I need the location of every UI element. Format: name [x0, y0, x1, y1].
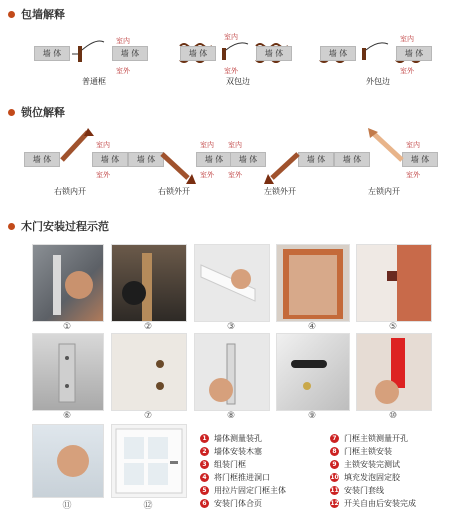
wall-block-right: 墙 体	[402, 152, 438, 167]
install-steps-right	[330, 432, 416, 510]
photo-step-7	[111, 333, 187, 411]
wall-block-left: 墙 体	[230, 152, 266, 167]
lock-diagram-left-out	[230, 128, 330, 198]
install-step	[330, 484, 416, 497]
wall-type-caption: 双包边	[226, 77, 250, 86]
section-title-lock	[8, 104, 65, 120]
install-step	[200, 497, 286, 510]
install-step	[330, 432, 416, 445]
install-step	[330, 471, 416, 484]
wall-block-left: 墙 体	[128, 152, 164, 167]
photo-step-1	[32, 244, 104, 322]
step-number-badge: 4	[200, 473, 209, 482]
photo-step-10	[356, 333, 432, 411]
photo-number-label: ⑨	[307, 411, 317, 421]
photo-number-label: ④	[307, 322, 317, 332]
photo-step-3	[194, 244, 270, 322]
outside-label: 室外	[116, 67, 130, 75]
section-title-text: 锁位解释	[21, 106, 65, 119]
photo-number-label: ②	[143, 322, 153, 332]
wall-block-right: 墙 体	[396, 46, 432, 61]
bullet-dot-icon	[8, 11, 15, 18]
wall-block-left: 墙 体	[320, 46, 356, 61]
install-steps-left	[200, 432, 286, 510]
photo-number-label: ⑦	[143, 411, 153, 421]
photo-number-label: ⑧	[226, 411, 236, 421]
wall-block-right: 墙 体	[92, 152, 128, 167]
wall-block-right: 墙 体	[112, 46, 148, 61]
outside-label: 室外	[200, 171, 214, 179]
step-text: 墙体安装木塞	[214, 447, 262, 456]
step-number-badge: 10	[330, 474, 339, 481]
photo-step-2	[111, 244, 187, 322]
step-text: 安装门套线	[344, 486, 384, 495]
install-step	[200, 484, 286, 497]
photo-number-label: ⑩	[388, 411, 398, 421]
section-title-install	[8, 218, 109, 234]
wall-type-caption: 外包边	[366, 77, 390, 86]
wall-type-caption: 普通框	[82, 77, 106, 86]
lock-type-caption: 右锁内开	[54, 187, 86, 196]
door-swing-arrow-icon	[158, 150, 202, 190]
outside-label: 室外	[96, 171, 110, 179]
step-text: 墙体测量装孔	[214, 434, 262, 443]
step-number-badge: 12	[330, 500, 339, 507]
inside-label: 室内	[224, 33, 238, 41]
install-step	[200, 458, 286, 471]
step-number-badge: 6	[200, 499, 209, 508]
inside-label: 室内	[116, 37, 130, 45]
step-text: 填充发泡固定胶	[344, 473, 400, 482]
section-title-text: 木门安装过程示范	[21, 220, 109, 233]
step-number-badge: 5	[200, 486, 209, 495]
lock-diagram-right-out	[128, 128, 228, 198]
step-text: 将门框推进洞口	[214, 473, 270, 482]
photo-number-label: ⑥	[62, 411, 72, 421]
photo-step-4	[276, 244, 350, 322]
lock-diagram-right-in	[24, 128, 124, 198]
outside-label: 室外	[224, 67, 238, 75]
photo-number-label: ①	[62, 322, 72, 332]
photo-number-label: ⑫	[143, 501, 153, 511]
section-title-text: 包墙解释	[21, 8, 65, 21]
photo-step-9	[276, 333, 350, 411]
photo-step-8	[194, 333, 270, 411]
outside-label: 室外	[400, 67, 414, 75]
wall-block-right: 墙 体	[196, 152, 232, 167]
wall-diagram-outer	[318, 36, 438, 88]
install-step	[200, 445, 286, 458]
step-number-badge: 7	[330, 434, 339, 443]
photo-number-label: ⑤	[388, 322, 398, 332]
step-number-badge: 2	[200, 447, 209, 456]
inside-label: 室内	[406, 141, 420, 149]
photo-step-5	[356, 244, 432, 322]
wall-block-left: 墙 体	[180, 46, 216, 61]
step-text: 组装门框	[214, 460, 246, 469]
step-number-badge: 1	[200, 434, 209, 443]
wall-block-left: 墙 体	[334, 152, 370, 167]
wall-diagram-plain	[34, 36, 154, 88]
bullet-dot-icon	[8, 109, 15, 116]
door-swing-arrow-icon	[54, 128, 98, 168]
section-title-wall-wrap	[8, 6, 65, 22]
step-number-badge: 11	[330, 487, 339, 494]
lock-type-caption: 左锁外开	[264, 187, 296, 196]
step-text: 门框主锁安装	[344, 447, 392, 456]
bullet-dot-icon	[8, 223, 15, 230]
install-step	[200, 432, 286, 445]
lock-type-caption: 左锁内开	[368, 187, 400, 196]
photo-step-12	[111, 424, 187, 498]
install-step	[200, 471, 286, 484]
step-text: 门框主锁测量开孔	[344, 434, 408, 443]
install-step	[330, 458, 416, 471]
step-text: 安装门体合页	[214, 499, 262, 508]
photo-step-11	[32, 424, 104, 498]
door-swing-arrow-icon	[258, 150, 302, 190]
inside-label: 室内	[96, 141, 110, 149]
photo-step-6	[32, 333, 104, 411]
inside-label: 室内	[200, 141, 214, 149]
wall-block-right: 墙 体	[298, 152, 334, 167]
inside-label: 室内	[228, 141, 242, 149]
wall-block-right: 墙 体	[256, 46, 292, 61]
inside-label: 室内	[400, 35, 414, 43]
install-step	[330, 497, 416, 510]
step-number-badge: 9	[330, 460, 339, 469]
step-text: 开关自由后安装完成	[344, 499, 416, 508]
step-text: 主锁安装完测试	[344, 460, 400, 469]
outside-label: 室外	[228, 171, 242, 179]
step-text: 用拉片固定门框主体	[214, 486, 286, 495]
photo-number-label: ⑪	[62, 501, 72, 511]
wall-block-left: 墙 体	[24, 152, 60, 167]
wall-diagram-double	[178, 33, 298, 88]
wall-block-left: 墙 体	[34, 46, 70, 61]
lock-diagram-left-in	[334, 128, 434, 198]
lock-type-caption: 右锁外开	[158, 187, 190, 196]
step-number-badge: 3	[200, 460, 209, 469]
door-frame-icon	[70, 36, 112, 70]
photo-number-label: ③	[226, 322, 236, 332]
step-number-badge: 8	[330, 447, 339, 456]
outside-label: 室外	[406, 171, 420, 179]
door-swing-arrow-icon	[362, 128, 406, 168]
install-step	[330, 445, 416, 458]
